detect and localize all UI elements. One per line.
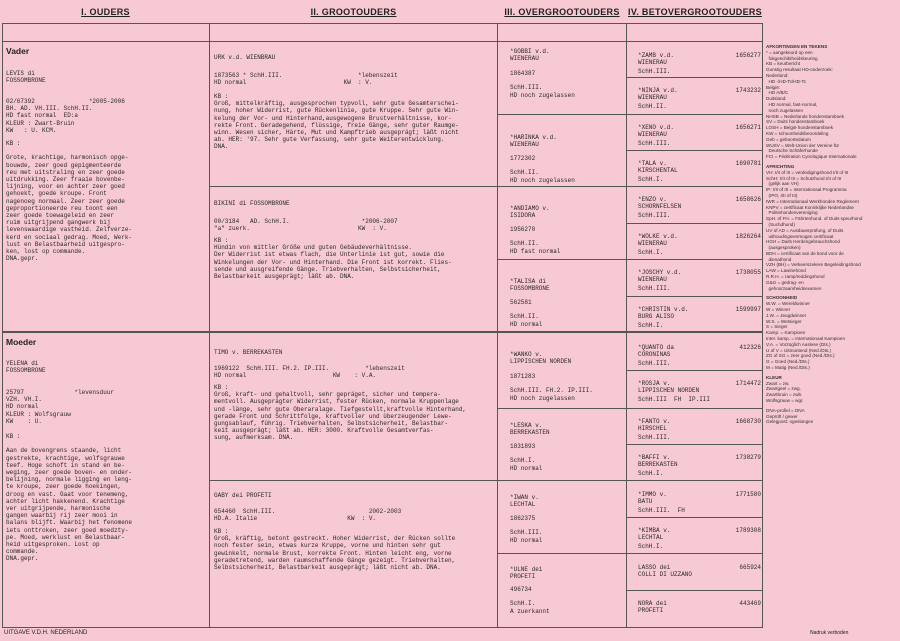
great-great-grandparent-number: 1738055	[735, 269, 761, 276]
great-great-grandparent-name: *ZAMB v.d. WIENERAU	[638, 52, 675, 67]
dam-keurbericht: KB : Aan de bovengrens staande, licht gestrekte, krachtige, wolfsgrauwe teef. Hoge schoft in stand en be- weging, zeer goede boven- en onder- belijning, normale ligging en leng- te kroupe, zeer goede hoekingen, droog en vast. Gaat voor tenemeng, achter licht hakkenend. Krachtige ver uitgrijpende, harmonische gangen waarbij rij zeer mooi in balans blijft. Waarbij het fenomene iets onttroken, zeer goed moedzty- pe. Moed, werklust en Belastbaar- heid uitgesproken. Lost op commande. DNA.gepr.	[6, 433, 133, 563]
great-great-grandparent-number: 1789308	[735, 527, 761, 534]
legend-line: gehoorzaamheidsexamen	[766, 285, 822, 291]
great-great-grandparent-number: 443469	[739, 600, 761, 607]
great-great-grandparent-name: *KIMBA v. LECHTAL	[638, 527, 671, 542]
great-great-grandparent-number: 1771580	[735, 491, 761, 498]
sire-keurbericht: KB : Grote, krachtige, harmonisch opge- bouwde, zeer goed gepigmenteerde reu met uitstraling en zeer goede uitdrukking. Zeer fraaie bovenbe- lijning, voor en achter zeer goed gehoekt, goede kroupe. Front nagenoeg normaal. Zeer zeer goede geproportioneerde reu toont een zeer goede toewageleid en zeer ruim uitgrijpend gangwerk bij levenswaardige vastheid. Zelfverze- kerd en sociaal gedrag. Moed, Werk- lust en Belastbaarheid uitgespro- ken, lost op commande. DNA.gepr.	[6, 140, 133, 263]
great-great-grandparent-name: *JOSCHY v.d. WIENERAU	[638, 269, 682, 284]
great-grandparent-name: *LESKA v. BERREKASTEN	[510, 422, 550, 437]
grandparent-sire-sire	[214, 46, 494, 184]
legend-line: Wolfsgrauw = wgr.	[766, 398, 804, 404]
legend-line: W.W. = Wereldwinner	[766, 301, 810, 307]
great-great-grandparent-number: 1656271	[735, 124, 761, 131]
legend-line: G&G = gedrag- en	[766, 279, 804, 285]
great-great-grandparent-name: *BAFFI v. BERREKASTEN	[638, 454, 678, 469]
great-great-grandparent-title: SchH.III FH IP.III	[638, 396, 711, 403]
great-grandparent-name: *ANDIAMO v. ISIDORA	[510, 205, 550, 220]
dam-name: YELENA di FOSSOMBRONE	[6, 360, 46, 375]
great-grandparent-details: 1862375 SchH.III. HD normal	[510, 515, 543, 544]
row-divider	[497, 553, 763, 554]
great-great-grandparent-number: 412326	[739, 344, 761, 351]
legend-line: U of V = Uitmuntend (Ned./Dts.)	[766, 347, 831, 353]
legend-line: SV = Duits hondenstamboek	[766, 119, 825, 125]
header-betovergrootouders: IV. BETOVERGROOTOUDERS	[628, 7, 762, 17]
legend-line: SpH. of FH. = Fährtenhund. of Duits speurhond	[766, 216, 863, 222]
legend-line: Politiehondenvereniging	[766, 210, 818, 216]
legend-line: Duitsland:	[766, 96, 787, 102]
legend-heading: SCHOONHEID	[766, 295, 798, 301]
great-great-grandparent-number: 1656277	[735, 52, 761, 59]
legend-line: V.A. = Vorzüglich Auslese (Dts.)	[766, 341, 831, 347]
row-divider	[497, 408, 763, 409]
great-great-grandparent-number: 1743232	[735, 87, 761, 94]
grandparent-keurbericht: KB : Groß, kräftig, betont gestreckt. Hoher Widerrist, der Rücken sollte noch fester sein, etwas kurze Kruppe, vorne und hinten sehr gut gewinkelt, normale Brust, korrekte Front. Hinten leicht eng, vorne geradetretend, warden raumschaffende Gänge gezeigt. Triebverhalten, Selbstsicherheit, Belastbarkeit ausgeprägt; läßt nicht ab. DNA.	[214, 528, 456, 572]
great-great-grandparent-name: *ENZO v. SCHORNFELSEN	[638, 196, 682, 211]
grandparent-dam-dam	[214, 484, 494, 624]
grandparent-name: TIMO v. BERREKASTEN	[214, 349, 283, 356]
legend-line: UV of AD = Ausdauerprüfung, of Duits	[766, 227, 844, 233]
legend-line: Zwartbruin = zwb.	[766, 392, 803, 398]
legend-line: Gunstig resultaat HD-onderzoek:	[766, 67, 833, 73]
grandparent-keurbericht: KB : Groß, mittelkräftig, ausgesprochen typvoll, sehr gute Gesamterschei- nung, hoher Widerrist, gute Rückenlinie, gute Kruppe. Sehr gute Win- kelung der Vor- und Hinterhand,ausgewogene Brustverhältnisse, kor- rekte Front. Geradegehend, flüssige, freie Gänge, sehr guter Raumge- winn. Wesen sicher, Härte, Mut und Kampftrieb ausgeprägt; läßt nicht ab. HER: '97. Sehr gute Verfassung, sehr gute Weiterentwicklung. DNA.	[214, 93, 459, 151]
great-great-grandparent-title: SchH.I.	[638, 322, 664, 329]
legend-line: * = aangekeurd op een	[766, 49, 813, 55]
great-great-grandparent-number: 1714472	[735, 380, 761, 387]
row-divider	[626, 296, 763, 297]
row-divider	[626, 223, 763, 224]
great-grandparent-details: 1772302 SchH.II. HD noch zugelassen	[510, 155, 575, 184]
great-great-grandparent-name: *QUANTO da CORONINAS	[638, 344, 675, 359]
great-grandparent-name: *GOBBI v.d. WIENERAU	[510, 48, 550, 63]
legend-line: ZG of SG = zeer goed (Ned./Dts.)	[766, 353, 835, 359]
header-grootouders: II. GROOTOUDERS	[310, 7, 397, 17]
great-great-grandparent-name: *XENO v.d. WIENERAU	[638, 124, 675, 139]
great-grandparent-details: 1956270 SchH.II. HD fast normal	[510, 226, 561, 255]
legend-line: M = Matig (Ned./Dts.)	[766, 365, 810, 371]
legend-line: WUSV = Welt-Union der Vereine für	[766, 142, 840, 148]
great-great-grandparent-title: SchH.I.	[638, 249, 664, 256]
great-great-grandparent-title: SchH.I.	[638, 470, 664, 477]
great-great-grandparent-title: SchH.II.	[638, 103, 667, 110]
great-great-grandparent-name: *ROSJA v. LIPPISCHEN NORDEN	[638, 380, 700, 395]
legend-line: (Suchdhund)	[766, 221, 795, 227]
grandparent-name: URK v.d. WIENBRAU	[214, 54, 276, 61]
header-overgrootouders: III. OVERGROOTOUDERS	[504, 7, 620, 17]
great-great-grandparent-title: SchH.III.	[638, 360, 671, 367]
column-divider	[209, 23, 210, 628]
great-great-grandparent-name: *CHRISTIN v.d. BURG ALISO	[638, 306, 689, 321]
legend-line: NHSB = Nederlands hondenstamboek	[766, 113, 845, 119]
sire-caption: Vader	[6, 46, 30, 56]
row-divider	[626, 370, 763, 371]
great-grandparent-name: *ULNE dei PROFETI	[510, 566, 543, 581]
legend-line: G = Goed (Ned./Dts.)	[766, 359, 810, 365]
dam-details: 25797 *levensduur VZH. VH.I. HD normal KLEUR : Wolfsgrauw KW : U.	[6, 389, 115, 425]
great-great-grandparent-name: *NINJA v.d. WIENERAU	[638, 87, 678, 102]
row-divider	[626, 77, 763, 78]
great-great-grandparent-number: 1668730	[735, 418, 761, 425]
legend-line: KNPV = certificaat Koninklijke Nederlandse	[766, 204, 854, 210]
row-divider	[626, 517, 763, 518]
legend-line: Kamp. = Kampioen	[766, 330, 806, 336]
header-divider	[2, 41, 763, 42]
row-divider	[209, 186, 763, 187]
grandparent-details: 1969122 SchH.III. FH.2. IP.III. *lebenszeit HD normal KW : V.A.	[214, 365, 405, 380]
legend-line: (ausgesproken)	[766, 245, 801, 251]
great-grandparent-details: 1831893 SchH.I. HD normal	[510, 443, 543, 472]
legend-line: (IPO, I/II of III)	[766, 192, 798, 198]
grandparent-keurbericht: KB : Hündin von mittler Größe und guten Gebäudeverhältnisse. Der Widerrist ist etwas flach, die Unterlinie ist gut, sowie die Winkelungen der Vor- und Hinterhand. Die Front ist korrekt. Flies- sende und ausgreifende Gänge. Triebverhalten, Selbstsicherheit, Belastbarkeit ausgeprägt; läßt ab. DNA.	[214, 237, 452, 281]
great-great-grandparent-title: SchH.III.	[638, 212, 671, 219]
great-great-grandparent-number: 1599997	[735, 306, 761, 313]
great-great-grandparent-number: 1658626	[735, 196, 761, 203]
legend-line: dienathond	[766, 256, 792, 262]
great-great-grandparent-number: 665924	[739, 564, 761, 571]
legend-line: VH: I/II of III = verdedigingshond I/II of III	[766, 169, 849, 175]
legend-line: HD -/HD-Tc/HD-Tc	[766, 78, 807, 84]
great-grandparent-name: *TALISA di FOSSOMBRONE	[510, 278, 550, 293]
legend-line: noch zugelassen	[766, 107, 804, 113]
row-divider	[497, 259, 763, 260]
legend-line: Inter. kamp. = Internationaal Kampioen	[766, 336, 846, 342]
great-great-grandparent-title: SchH.III.	[638, 285, 671, 292]
great-grandparent-details: 1864387 SchH.III. HD noch zugelassen	[510, 70, 575, 99]
legend-line: België:	[766, 84, 781, 90]
great-grandparent-details: 562581 SchH.II. HD normal	[510, 299, 543, 328]
row-divider	[626, 590, 763, 591]
great-great-grandparent-number: 1738279	[735, 454, 761, 461]
legend-line: W = Winner	[766, 307, 791, 313]
great-great-grandparent-name: *FANTO v. HIRSCHEL	[638, 418, 671, 433]
row-divider	[626, 150, 763, 151]
generation-divider	[2, 331, 763, 333]
great-great-grandparent-name: *TALA v. KIRSCHENTAL	[638, 160, 678, 175]
legend-line: HD A/B/C	[766, 90, 789, 96]
grandparent-dam-sire	[214, 337, 494, 477]
great-grandparent-name: *WANKO v. LIPPISCHEN NORDEN	[510, 351, 572, 366]
legend-line: DNA-profiel = DNA	[766, 407, 805, 413]
publisher-footer: UITGAVE V.D.H. NEDERLAND	[4, 630, 88, 636]
legend-line: fokgeschiktheidskeuring	[766, 55, 818, 61]
legend-line: S = Sieger	[766, 324, 788, 330]
grandparent-name: BIKINI di FOSSOMBRONE	[214, 200, 290, 207]
legend-line: HD normal, fast-normal,	[766, 101, 818, 107]
legend-line: Zwart = zw.	[766, 380, 790, 386]
row-divider	[497, 114, 763, 115]
grandparent-details: 654460 SchH.III. 2002-2003 HD.A. Italie KW : V.	[214, 508, 402, 523]
legend-line: Geb = geboortedatum	[766, 136, 811, 142]
legend-line: W.S. = Wetsieger	[766, 318, 802, 324]
great-great-grandparent-number: 1690781	[735, 160, 761, 167]
grandparent-sire-dam	[214, 190, 494, 328]
legend-line: FCI = Fédération Cynologique Internationale	[766, 154, 857, 160]
great-grandparent-details: 1871283 SchH.III. FH.2. IP.III. HD noch zugelassen	[510, 373, 593, 402]
legend-line: Deutsche Schäferhunde	[766, 148, 818, 154]
great-great-grandparent-title: SchH.III.	[638, 434, 671, 441]
grandparent-name: GABY dei PROFETI	[214, 492, 272, 499]
legend-line: uithoudingsvermogen certificaat	[766, 233, 834, 239]
legend-line: LOSH = België hondenstamboek	[766, 125, 834, 131]
legend-line: KB = keurbericht	[766, 61, 801, 67]
legend-heading: KLEUR	[766, 374, 782, 380]
great-great-grandparent-name: NORA dei PROFETI	[638, 600, 667, 615]
legend-line: Nederland:	[766, 72, 789, 78]
great-great-grandparent-title: SchH.III.	[638, 140, 671, 147]
great-grandparent-name: *HARINKA v.d. WIENERAU	[510, 134, 557, 149]
legend-line: BDH = certificaat van de bond voor de	[766, 250, 844, 256]
legend-line: SchH: I/II of III = Schutzhund I/II of III	[766, 175, 842, 181]
legend-line: IWR = Internationaal Werkhonden Reglement	[766, 198, 859, 204]
great-great-grandparent-name: *IMMO v. BATU	[638, 491, 667, 506]
legend-line: VZH (BH) = Verkeerszekere Begeleidingshond	[766, 262, 861, 268]
legend-line: KW = schoonheidsbeoordeling	[766, 130, 829, 136]
legend-line: R.R.H. = ramp/reddingshond	[766, 274, 825, 280]
sire-name: LEVIS di FOSSOMBRONE	[6, 70, 46, 85]
grandparent-details: 00/3184 AD. SchH.I. *2006-2007 "a" zuerk. KW : V.	[214, 218, 398, 233]
grandparent-details: 1873563 * SchH.III. *lebenszeit HD normal KW : V.	[214, 72, 398, 87]
legend-line: Gelegpost: ogeslangen	[766, 419, 814, 425]
legend-line: HGH = Duits Herdengebrauchshond	[766, 239, 840, 245]
great-great-grandparent-name: LASSO dei COLLI DI UZZANO	[638, 564, 693, 579]
copyright-footer: Nadruk verboden	[810, 630, 849, 636]
dam-caption: Moeder	[6, 337, 37, 347]
grandparent-keurbericht: KB : Groß, kraft- und gehaltvoll, sehr gepräget, sicher und tempera- mentvoll. Ausgeprägter Widerrist, fester Rücken, normale Kruppenlage und -länge, sehr gute Oberaralage. Tiefgestellt,kraftvolle Hinterhand, gerade Front und Schrittfolge, kraftvoller und überzeugender Lewe- gungsablauf, führig. Triebverhalten, Selbstsicherheit, Belastbar- keit ausgeprägt; läßt ab. HER: 3000. Kraftvolle Gesamtverfas- sung, aufmerksam. DNA.	[214, 384, 467, 442]
great-great-grandparent-number: 1826264	[735, 233, 761, 240]
row-divider	[626, 444, 763, 445]
legend-line: (gelijk aan VH)	[766, 181, 799, 187]
legend-line: J.W. = Jeugdwinner	[766, 312, 807, 318]
great-great-grandparent-title: SchH.I.	[638, 543, 664, 550]
legend-line: IP: I/II of III = Internationaal Programma	[766, 187, 847, 193]
sire-details: 02/67392 *2005-2006 BH. AD. VH.III. SchH.II. HD fast normal ED:a KLEUR : Zwart-Bruin KW : U. KCM.	[6, 98, 125, 134]
row-divider	[209, 480, 763, 481]
legend	[766, 40, 896, 425]
great-great-grandparent-title: SchH.I.	[638, 176, 664, 183]
great-great-grandparent-title: SchH.III. FH	[638, 507, 685, 514]
great-great-grandparent-name: *WOLKE v.d. WIENERAU	[638, 233, 678, 248]
legend-line: Geprüft / gewer	[766, 413, 798, 419]
great-grandparent-name: *IWAN v. LECHTAL	[510, 494, 539, 509]
legend-line: LAW = Lawinehond	[766, 268, 806, 274]
great-great-grandparent-title: SchH.III.	[638, 68, 671, 75]
legend-line: Zwartgeel = zwg.	[766, 386, 801, 392]
legend-heading: AFKORTINGEN EN TEKENS	[766, 44, 828, 49]
legend-heading: AFRICHTING	[766, 163, 795, 169]
header-ouders: I. OUDERS	[81, 7, 130, 17]
great-grandparent-details: 496734 SchH.I. A zuerkannt	[510, 586, 550, 615]
